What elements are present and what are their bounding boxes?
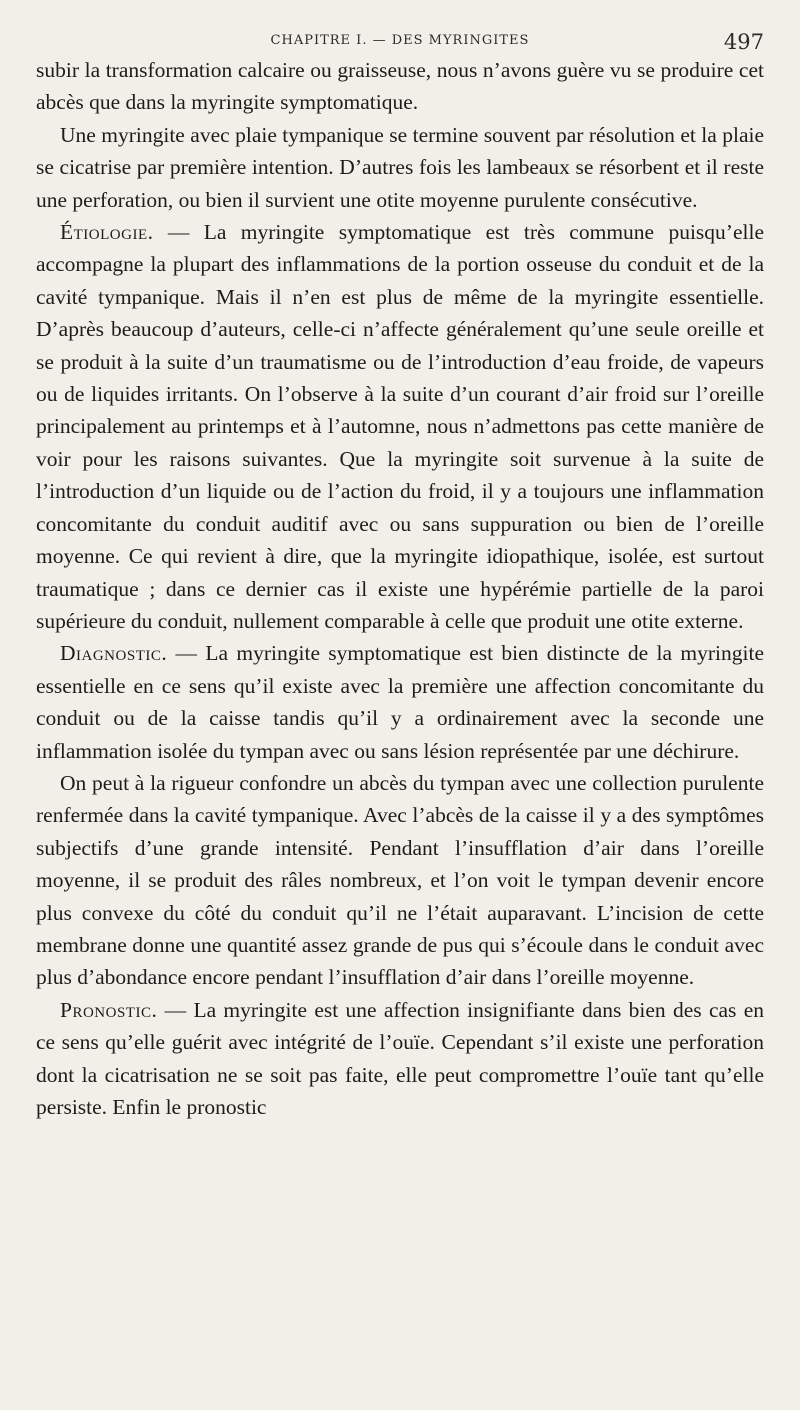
- body-text: [36, 54, 764, 1123]
- paragraph-text: Une myringite avec plaie tympanique se termine souvent par résolution et la plaie se cicatrise par première intention. D’autres fois les lambeaux se résorbent et il reste une perforation, ou bien il survient une otite moyenne purulente consécutive.: [36, 122, 764, 212]
- paragraph-continuation: [36, 54, 764, 119]
- running-head: [36, 0, 764, 54]
- section-lead-diagnostic: Diagnostic.: [60, 641, 168, 666]
- section-lead-etiologie: Étiologie.: [60, 220, 154, 245]
- paragraph-abces: [36, 767, 764, 994]
- paragraph-resolution: [36, 119, 764, 216]
- paragraph-text: subir la transformation calcaire ou graisseuse, nous n’avons guère vu se produire cet abcès que dans la myringite symptomatique.: [36, 58, 764, 115]
- paragraph-text: — La myringite symptomatique est bien distincte de la myringite essentielle en ce sens qu’il existe avec la première une affection concomitante du conduit ou de la caisse tandis qu’il y a ordinairement avec la seconde une inflammation isolée du tympan avec ou sans lésion représentée par une déchirure.: [36, 641, 764, 763]
- section-lead-pronostic: Pronostic.: [60, 997, 158, 1022]
- paragraph-text: On peut à la rigueur confondre un abcès du tympan avec une collection purulente renfermée dans la cavité tympanique. Avec l’abcès de la caisse il y a des symptômes subjectifs d’une grande intensité. Pendant l’insufflation d’air dans l’oreille moyenne, il se produit des râles nombreux, et l’on voit le tympan devenir encore plus convexe du côté du conduit qu’il ne l’était auparavant. L’incision de cette membrane donne une quantité assez grande de pus qui s’écoule dans le conduit avec plus d’abondance encore pendant l’insufflation d’air dans l’oreille moyenne.: [36, 770, 764, 990]
- paragraph-text: — La myringite symptomatique est très commune puisqu’elle accompagne la plupart des inflammations de la portion osseuse du conduit et de la cavité tympanique. Mais il n’en est plus de même de la myringite essentielle. D’après beaucoup d’auteurs, celle-ci n’affecte généralement qu’une seule oreille et se produit à la suite d’un traumatisme ou de l’introduction d’eau froide, de vapeurs ou de liquides irritants. On l’observe à la suite d’un courant d’air froid sur l’oreille principalement au printemps et à l’automne, nous n’admettons pas cette manière de voir pour les raisons suivantes. Que la myringite soit survenue à la suite de l’introduction d’un liquide ou de l’action du froid, il y a toujours une inflammation concomitante du conduit auditif avec ou sans suppuration ou bien de l’oreille moyenne. Ce qui revient à dire, que la myringite idiopathique, isolée, est surtout traumatique ; dans ce dernier cas il existe une hypérémie partielle de la paroi supérieure du conduit, nullement comparable à celle que produit une otite externe.: [36, 220, 764, 633]
- paragraph-pronostic: [36, 994, 764, 1124]
- running-title: CHAPITRE I. — DES MYRINGITES: [270, 33, 530, 48]
- paragraph-etiologie: [36, 216, 764, 637]
- page-number: 497: [723, 30, 764, 54]
- paragraph-text: — La myringite est une affection insignifiante dans bien des cas en ce sens qu’elle guérit avec intégrité de l’ouïe. Cependant s’il existe une perforation dont la cicatrisation ne se soit pas faite, elle peut compromettre l’ouïe tant qu’elle persiste. Enfin le pronostic: [36, 997, 764, 1119]
- paragraph-diagnostic: [36, 637, 764, 767]
